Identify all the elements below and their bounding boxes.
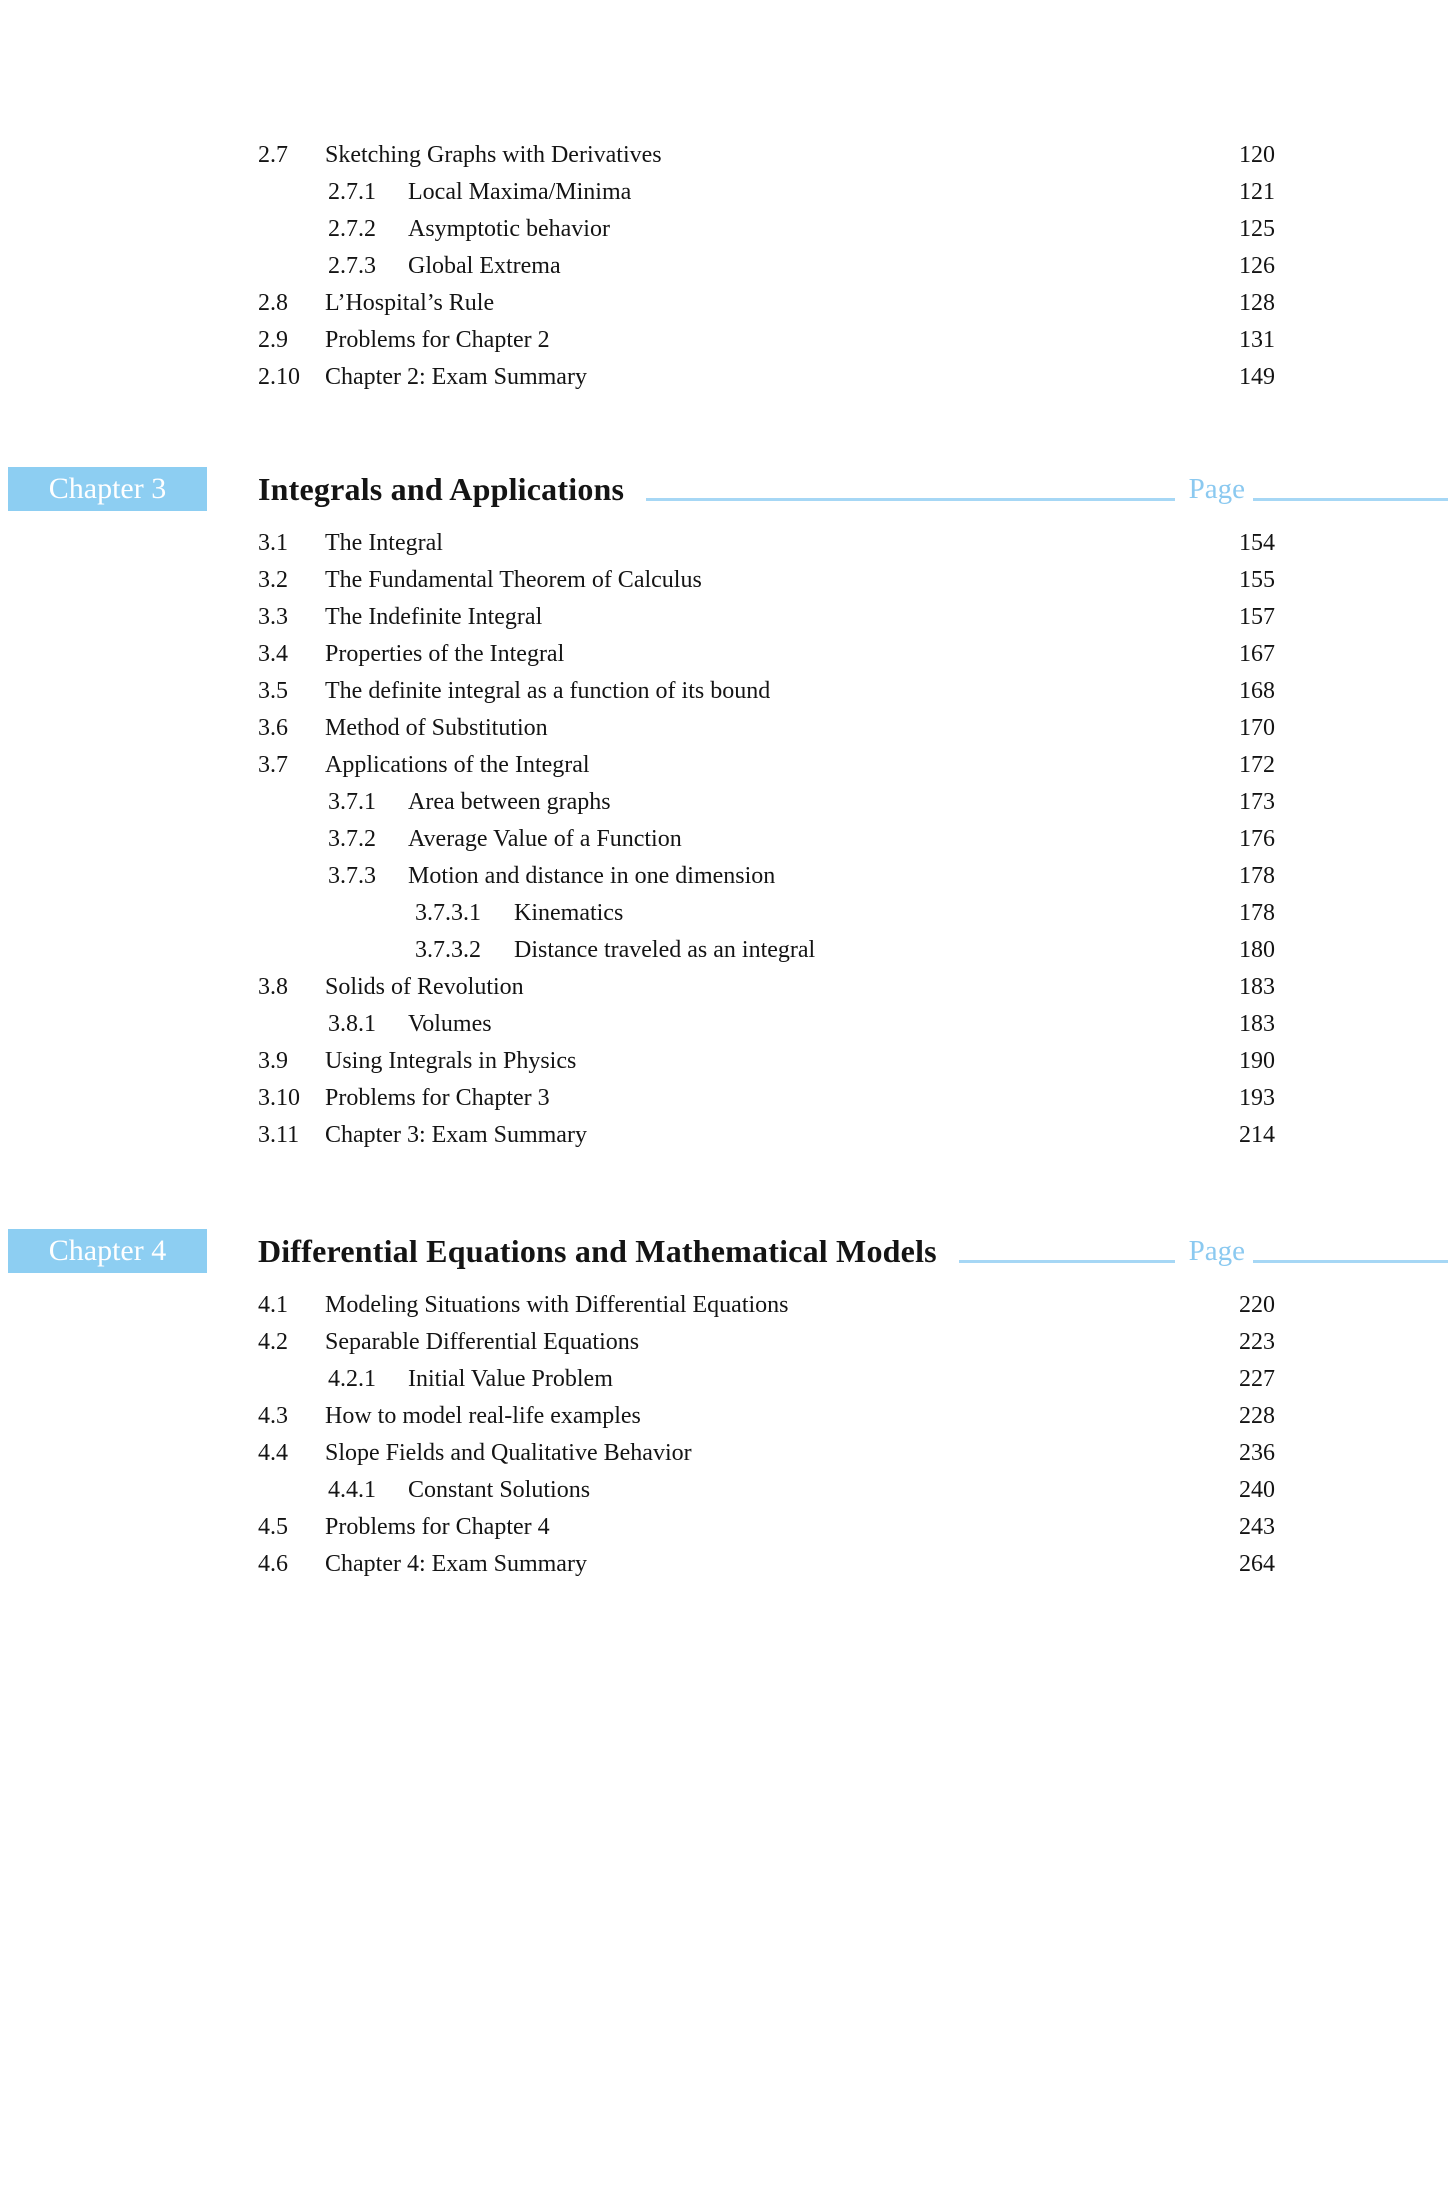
- entry-page-number: 170: [1239, 715, 1275, 741]
- toc-entry[interactable]: [0, 211, 1448, 248]
- entry-page-number: 120: [1239, 142, 1275, 168]
- toc-entry[interactable]: [0, 895, 1448, 932]
- chapter-block: [0, 467, 1448, 1154]
- entry-number: 2.10: [258, 364, 300, 390]
- entry-number: 4.5: [258, 1514, 288, 1540]
- entry-number: 3.11: [258, 1122, 300, 1148]
- entry-page-number: 180: [1239, 937, 1275, 963]
- page-column-label: Page: [1188, 1234, 1245, 1267]
- entry-title: Problems for Chapter 3: [325, 1085, 550, 1111]
- chapter-title: Integrals and Applications: [258, 470, 625, 507]
- entry-title: Chapter 2: Exam Summary: [325, 364, 587, 390]
- toc-entry[interactable]: [0, 1324, 1448, 1361]
- entry-number: 4.3: [258, 1403, 288, 1429]
- entry-page-number: 240: [1239, 1477, 1275, 1503]
- entry-number: 4.1: [258, 1292, 288, 1318]
- entry-title: Chapter 3: Exam Summary: [325, 1122, 587, 1148]
- entry-number: 3.7.3.2: [415, 937, 481, 963]
- entry-title: Area between graphs: [408, 789, 611, 815]
- header-rule-left: [959, 1260, 1175, 1263]
- entry-page-number: 128: [1239, 290, 1275, 316]
- chapter-header: [0, 467, 1448, 511]
- entry-number: 4.4.1: [328, 1477, 376, 1503]
- chapter-title: Differential Equations and Mathematical Models: [258, 1232, 937, 1269]
- entry-page-number: 154: [1239, 530, 1275, 556]
- toc-entry[interactable]: [0, 562, 1448, 599]
- entry-number: 3.8.1: [328, 1011, 376, 1037]
- entry-title: Solids of Revolution: [325, 974, 524, 1000]
- entry-page-number: 155: [1239, 567, 1275, 593]
- entry-title: Average Value of a Function: [408, 826, 682, 852]
- entry-title: Applications of the Integral: [325, 752, 590, 778]
- toc-entry[interactable]: [0, 1006, 1448, 1043]
- entry-number: 2.8: [258, 290, 288, 316]
- entry-number: 3.2: [258, 567, 288, 593]
- entry-number: 3.7: [258, 752, 288, 778]
- entry-page-number: 149: [1239, 364, 1275, 390]
- entry-page-number: 173: [1239, 789, 1275, 815]
- chapter-badge: Chapter 4: [8, 1229, 207, 1273]
- toc-entry[interactable]: [0, 784, 1448, 821]
- entry-number: 3.10: [258, 1085, 300, 1111]
- entry-title: Global Extrema: [408, 253, 561, 279]
- toc-entry[interactable]: [0, 1435, 1448, 1472]
- toc-entry[interactable]: [0, 1361, 1448, 1398]
- entry-page-number: 172: [1239, 752, 1275, 778]
- toc-entry[interactable]: [0, 747, 1448, 784]
- entry-page-number: 183: [1239, 1011, 1275, 1037]
- toc-entry[interactable]: [0, 1080, 1448, 1117]
- entry-number: 4.4: [258, 1440, 288, 1466]
- entry-page-number: 176: [1239, 826, 1275, 852]
- toc-entry[interactable]: [0, 285, 1448, 322]
- chapter-badge: Chapter 3: [8, 467, 207, 511]
- entry-title: The Integral: [325, 530, 443, 556]
- entry-page-number: 183: [1239, 974, 1275, 1000]
- entry-title: Properties of the Integral: [325, 641, 565, 667]
- entry-title: Sketching Graphs with Derivatives: [325, 142, 662, 168]
- entry-title: Asymptotic behavior: [408, 216, 610, 242]
- entry-number: 2.7.3: [328, 253, 376, 279]
- entry-number: 2.7.2: [328, 216, 376, 242]
- entry-title: Method of Substitution: [325, 715, 548, 741]
- entry-number: 4.2: [258, 1329, 288, 1355]
- toc-entry[interactable]: [0, 1398, 1448, 1435]
- entry-title: The definite integral as a function of its bound: [325, 678, 771, 704]
- toc-entry[interactable]: [0, 525, 1448, 562]
- entry-page-number: 236: [1239, 1440, 1275, 1466]
- entry-page-number: 223: [1239, 1329, 1275, 1355]
- toc-entry[interactable]: [0, 359, 1448, 396]
- entry-title: How to model real-life examples: [325, 1403, 641, 1429]
- entry-title: L’Hospital’s Rule: [325, 290, 495, 316]
- page-column-label: Page: [1188, 472, 1245, 505]
- chapters-container: [0, 467, 1448, 1583]
- entry-number: 3.7.3: [328, 863, 376, 889]
- toc-entry[interactable]: [0, 1117, 1448, 1154]
- entry-page-number: 168: [1239, 678, 1275, 704]
- entry-page-number: 228: [1239, 1403, 1275, 1429]
- entry-page-number: 190: [1239, 1048, 1275, 1074]
- toc-entry[interactable]: [0, 710, 1448, 747]
- toc-entry[interactable]: [0, 174, 1448, 211]
- entry-title: The Indefinite Integral: [325, 604, 543, 630]
- entry-title: Modeling Situations with Differential Equations: [325, 1292, 789, 1318]
- entry-page-number: 227: [1239, 1366, 1275, 1392]
- entry-title: Motion and distance in one dimension: [408, 863, 776, 889]
- toc-entry[interactable]: [0, 1546, 1448, 1583]
- chapter-entries: [0, 1287, 1448, 1583]
- toc-entry[interactable]: [0, 673, 1448, 710]
- entry-title: Chapter 4: Exam Summary: [325, 1551, 587, 1577]
- entry-number: 3.7.1: [328, 789, 376, 815]
- entry-number: 3.6: [258, 715, 288, 741]
- entry-page-number: 220: [1239, 1292, 1275, 1318]
- entry-number: 4.2.1: [328, 1366, 376, 1392]
- entry-title: Separable Differential Equations: [325, 1329, 640, 1355]
- toc-entry[interactable]: [0, 137, 1448, 174]
- toc-entry[interactable]: [0, 248, 1448, 285]
- entry-number: 3.9: [258, 1048, 288, 1074]
- entry-page-number: 214: [1239, 1122, 1275, 1148]
- entry-page-number: 126: [1239, 253, 1275, 279]
- toc-entry[interactable]: [0, 636, 1448, 673]
- entry-number: 3.3: [258, 604, 288, 630]
- entry-number: 3.8: [258, 974, 288, 1000]
- entry-page-number: 264: [1239, 1551, 1275, 1577]
- entry-title: Using Integrals in Physics: [325, 1048, 577, 1074]
- toc-entry[interactable]: [0, 599, 1448, 636]
- toc-entry[interactable]: [0, 322, 1448, 359]
- entry-page-number: 193: [1239, 1085, 1275, 1111]
- entry-number: 4.6: [258, 1551, 288, 1577]
- entry-page-number: 243: [1239, 1514, 1275, 1540]
- toc-entry[interactable]: [0, 1472, 1448, 1509]
- entry-title: Initial Value Problem: [408, 1366, 613, 1392]
- entry-title: Problems for Chapter 2: [325, 327, 550, 353]
- chapter-header: [0, 1229, 1448, 1273]
- entry-page-number: 125: [1239, 216, 1275, 242]
- entry-title: The Fundamental Theorem of Calculus: [325, 567, 702, 593]
- toc-entry[interactable]: [0, 821, 1448, 858]
- entry-title: Slope Fields and Qualitative Behavior: [325, 1440, 692, 1466]
- toc-entry[interactable]: [0, 969, 1448, 1006]
- entry-page-number: 157: [1239, 604, 1275, 630]
- toc-entry[interactable]: [0, 1043, 1448, 1080]
- entry-number: 2.7.1: [328, 179, 376, 205]
- entry-title: Volumes: [408, 1011, 492, 1037]
- entry-title: Problems for Chapter 4: [325, 1514, 550, 1540]
- toc-entry[interactable]: [0, 1509, 1448, 1546]
- toc-entry[interactable]: [0, 932, 1448, 969]
- entry-number: 3.5: [258, 678, 288, 704]
- entry-number: 3.7.2: [328, 826, 376, 852]
- entry-page-number: 178: [1239, 900, 1275, 926]
- header-rule-right: [1253, 1260, 1448, 1263]
- toc-entry[interactable]: [0, 1287, 1448, 1324]
- toc-page: [0, 137, 1448, 2185]
- entry-number: 2.9: [258, 327, 288, 353]
- entry-page-number: 167: [1239, 641, 1275, 667]
- header-rule-right: [1253, 498, 1448, 501]
- entry-number: 3.4: [258, 641, 288, 667]
- chapter-entries: [0, 525, 1448, 1154]
- entry-title: Distance traveled as an integral: [514, 937, 816, 963]
- entry-title: Local Maxima/Minima: [408, 179, 632, 205]
- chapter2-continuation-entries: [0, 137, 1448, 396]
- entry-page-number: 178: [1239, 863, 1275, 889]
- header-rule-left: [646, 498, 1174, 501]
- toc-entry[interactable]: [0, 858, 1448, 895]
- entry-title: Constant Solutions: [408, 1477, 591, 1503]
- entry-number: 3.7.3.1: [415, 900, 481, 926]
- entry-number: 2.7: [258, 142, 288, 168]
- entry-page-number: 131: [1239, 327, 1275, 353]
- chapter-block: [0, 1229, 1448, 1583]
- entry-title: Kinematics: [514, 900, 624, 926]
- entry-page-number: 121: [1239, 179, 1275, 205]
- entry-number: 3.1: [258, 530, 288, 556]
